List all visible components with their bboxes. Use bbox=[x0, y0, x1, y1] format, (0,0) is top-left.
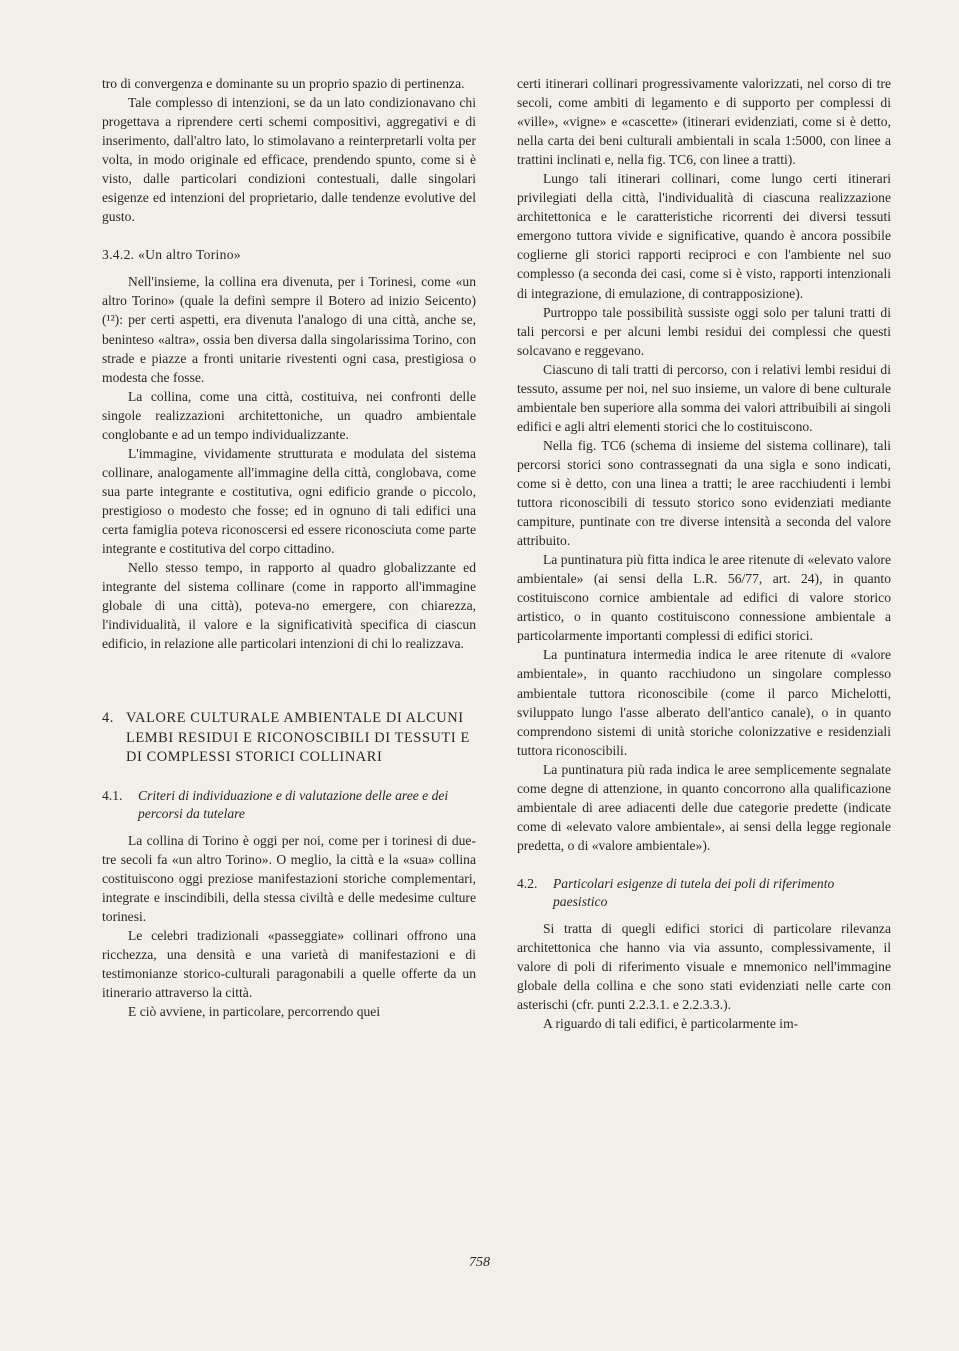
subsection-number: 4.1. bbox=[102, 787, 123, 803]
section-title: VALORE CULTURALE AMBIENTALE DI ALCUNI LEMBI RESIDUI E RICONOSCIBILI DI TESSUTI E DI COMPLESSI STORICI COLLINARI bbox=[126, 710, 470, 766]
paragraph: tro di convergenza e dominante su un proprio spazio di pertinenza. bbox=[102, 76, 465, 91]
paragraph: Ciascuno di tali tratti di percorso, con i relativi lembi residui di tessuto, assume per noi, nel suo insieme, un valore di bene culturale ambientale ben superiore alla somma dei valori attribuibili ai singoli edifici e agli altri elementi storici che lo costituiscono. bbox=[517, 361, 891, 434]
subsection-title: Particolari esigenze di tutela dei poli di riferimento paesistico bbox=[553, 875, 835, 909]
section-number: 4. bbox=[102, 710, 114, 727]
paragraph: L'immagine, vividamente strutturata e modulata del sistema collinare, analogamente all'immagine della città, conglobava, come sua parte integrante e costitutiva, ogni edificio grande o piccolo, prestigioso o modesto che fosse; ed in ognuno di tali edifici una certa famiglia poteva riconoscersi ed essere riconosciuta come parte integrante e costitutiva del corpo cittadino. bbox=[102, 445, 476, 557]
paragraph: Tale complesso di intenzioni, se da un lato condizionavano chi progettava a riprendere certi schemi compositivi, aggregativi e di inserimento, dall'altro lato, lo stimolavano a reinterpretarli volta per volta, in modo originale ed efficace, prendendo spunto, come si è visto, dalle particolari condizioni contestuali, dalle singolari esigenze ed intenzioni del proprietario, dalle tendenze evolutive del gusto. bbox=[102, 95, 476, 225]
paragraph: Nello stesso tempo, in rapporto al quadro globalizzante ed integrante del sistema collinare (come in rapporto all'immagine globale di una città), poteva-no emergere, con chiarezza, l'individualità, il valore e la significatività specifica di ciascun edificio, in relazione alle particolari intenzioni di chi lo realizzava. bbox=[102, 560, 476, 652]
subsection-title: Criteri di individuazione e di valutazione delle aree e dei percorsi da tutelare bbox=[138, 787, 449, 821]
paragraph: Nella fig. TC6 (schema di insieme del sistema collinare), tali percorsi storici sono contrassegnati da una sigla e sono indicati, come si è detto, con una linea a tratti; le aree racchiudenti i lembi tuttora riconoscibili di tessuto storico sono evidenziati mediante campiture, puntinate con tre diverse intensità a seconda del valore attribuito. bbox=[517, 437, 891, 549]
paragraph: Lungo tali itinerari collinari, come lungo certi itinerari privilegiati della città, l'individualità di ciascuna realizzazione architettonica e le caratteristiche ricorrenti dei diversi tessuti emergono tuttora vivide e significative, quando è ancora possibile coglierne gli storici rapporti reciproci e con l'ambiente nel suo complesso (a seconda dei casi, come si è visto, rapporti intenzionali di integrazione, di emulazione, di contrapposizione). bbox=[517, 171, 891, 301]
paragraph: La puntinatura intermedia indica le aree ritenute di «valore ambientale», in quanto racchiudono un singolare complesso ambientale tuttora riconoscibile (come il parco Michelotti, sviluppato lungo l'asse alberato dell'antico canale), o in quanto comprendono sistemi di unità storiche colonizzative e residenziali tuttora riconoscibili. bbox=[517, 647, 891, 758]
paragraph: La collina di Torino è oggi per noi, come per i torinesi di due-tre secoli fa «un altro Torino». O meglio, la città e la «sua» collina costituiscono oggi preziose manifestazioni storiche complementari, integrate e inscindibili, della stessa civiltà e delle medesime culture torinesi. bbox=[102, 832, 476, 924]
paragraph: Nell'insieme, la collina era divenuta, per i Torinesi, come «un altro Torino» (quale la definì sempre il Botero ad inizio Seicento) (¹²): per certi aspetti, era divenuta l'analogo di una città, anche se, beninteso «altra», ossia ben diversa dalla singolarissima Torino, con strade e piazze a fronti unitarie rivestenti ogni casa, prestigiosa o modesta che fosse. bbox=[102, 274, 476, 385]
paragraph: E ciò avviene, in particolare, percorrendo quei bbox=[128, 1004, 381, 1020]
paragraph: Si tratta di quegli edifici storici di particolare rilevanza architettonica che hanno via via assunto, complessivamente, il valore di poli di riferimento visuale e mnemonico nell'immagine globale della collina e che sono stati evidenziati nelle carte con asterischi (cfr. punti 2.2.3.1. e 2.2.3.3.). bbox=[517, 920, 891, 1013]
paragraph: La puntinatura più rada indica le aree semplicemente segnalate come degne di attenzione, in quanto concorrono alla qualificazione ambientale di aree adiacenti delle due categorie predette (indicate come di «elevato valore ambientale», ai sensi della legge regionale predetta, o di «valore ambientale»). bbox=[517, 761, 891, 853]
paragraph: A riguardo di tali edifici, è particolarmente im- bbox=[543, 1016, 799, 1032]
subsection-heading-4-2 bbox=[517, 875, 891, 911]
page-number: 758 bbox=[469, 1255, 490, 1270]
paragraph: certi itinerari collinari progressivamente valorizzati, nel corso di tre secoli, come ambiti di legamento e di supporto per complessi di «ville», «vigne» e «cascette» (itinerari evidenziati, come si è detto, nella carta dei beni culturali ambientali in scala 1:5000, con linee a trattini inclinati e, nella fig. TC6, con linee a tratti). bbox=[517, 76, 891, 168]
left-column bbox=[102, 74, 476, 1021]
subsection-number: 4.2. bbox=[517, 875, 538, 891]
paragraph: Le celebri tradizionali «passeggiate» collinari offrono una ricchezza, una densità e una varietà di manifestazioni e di testimonianze storico-culturali paragonabili a quelle offerte da un itinerario attraverso la città. bbox=[102, 928, 476, 1001]
paragraph: La collina, come una città, costituiva, nei confronti delle singole realizzazioni architettoniche, un quadro ambientale conglobante e ad un tempo individualizzante. bbox=[102, 388, 476, 442]
paragraph: La puntinatura più fitta indica le aree ritenute di «elevato valore ambientale» (ai sensi della L.R. 56/77, art. 24), in quanto costituiscono cornice ambientale ad edifici di valore storico artistico, o in quanto costituiscono connessione ambientale a particolarmente importanti complessi di edifici storici. bbox=[517, 552, 891, 644]
right-column bbox=[517, 74, 891, 1033]
subsection-heading-4-1 bbox=[102, 787, 476, 823]
subsection-heading-3-4-2: 3.4.2. «Un altro Torino» bbox=[102, 247, 241, 263]
paragraph: Purtroppo tale possibilità sussiste oggi solo per taluni tratti di tali percorsi e per alcuni lembi residui dei complessi che questi solcavano e reggevano. bbox=[517, 304, 891, 358]
section-heading-4 bbox=[102, 709, 476, 768]
